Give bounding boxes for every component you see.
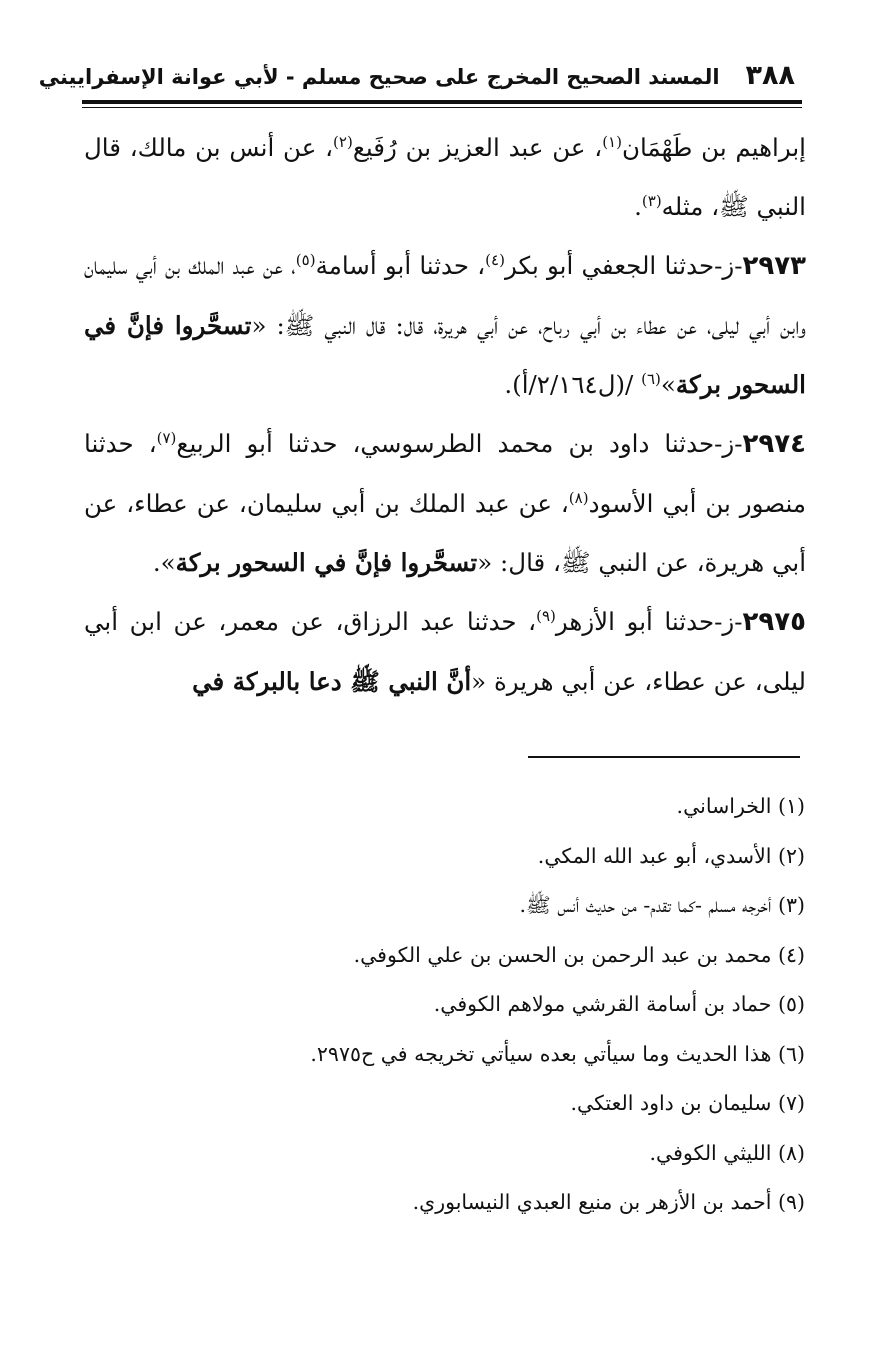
text-run: ، عن عبد الملك بن أبي سليمان وابن أبي ليلى، عن عطاء بن أبي رباح، عن أبي هريرة، قال: قال النبي ﷺ: «	[84, 251, 806, 340]
text-run: ».	[152, 548, 176, 577]
hadith-number: ٢٩٧٣	[742, 251, 806, 281]
hadith-quote: تسحَّروا فإنَّ في السحور بركة	[175, 548, 478, 577]
footnote-ref: (٥)	[295, 250, 316, 269]
footnote-ref: (٦)	[641, 369, 661, 388]
footnote: (٦) هذا الحديث وما سيأتي بعده سيأتي تخريجه في ح٢٩٧٥.	[310, 1041, 805, 1066]
hadith-paragraph	[84, 236, 806, 414]
text-run: إبراهيم بن طَهْمَان	[621, 133, 806, 162]
text-run: -ز-حدثنا داود بن محمد الطرسوسي، حدثنا أبو الربيع	[176, 429, 743, 458]
page-header	[38, 60, 795, 98]
footnote: (٨) الليثي الكوفي.	[649, 1140, 805, 1165]
hadith-number: ٢٩٧٥	[742, 607, 806, 637]
footnote-separator	[528, 756, 800, 758]
header-rule	[82, 100, 802, 104]
hadith-quote: أنَّ النبي ﷺ دعا بالبركة في	[192, 667, 472, 696]
footnote: (٩) أحمد بن الأزهر بن منيع العبدي النيسابوري.	[412, 1190, 805, 1214]
footnote-ref: (٣)	[641, 191, 662, 210]
text-run: ، عن عبد العزيز بن رُفَيع	[352, 133, 603, 162]
footnote-ref: (١)	[602, 132, 622, 151]
paragraph-continuation	[84, 118, 806, 236]
text-run: ، حدثنا عبد الرزاق، عن معمر، عن ابن أبي ليلى، عن عطاء، عن أبي هريرة «	[84, 607, 806, 696]
running-title: المسند الصحيح المخرج على صحيح مسلم - لأبي عوانة الإسفراييني	[38, 65, 720, 89]
footnote: (١) الخراساني.	[676, 794, 805, 818]
text-run: ، عن عبد الملك بن أبي سليمان، عن عطاء، عن أبي هريرة، عن النبي ﷺ، قال: «	[84, 489, 806, 577]
text-run: ، عن أنس بن مالك، قال النبي ﷺ، مثله	[84, 133, 806, 221]
footnote: (٤) محمد بن عبد الرحمن بن الحسن بن علي الكوفي.	[353, 942, 805, 967]
hadith-paragraph	[84, 592, 806, 711]
text-run: ، حدثنا أبو أسامة	[315, 251, 486, 280]
footnote-ref: (٤)	[485, 250, 505, 269]
text-run: ، حدثنا منصور بن أبي الأسود	[84, 429, 806, 518]
footnote-ref: (٩)	[536, 606, 556, 625]
hadith-paragraph	[84, 414, 806, 592]
footnote-ref: (٢)	[333, 132, 353, 151]
header-rule-thin	[82, 107, 802, 108]
text-run: »	[660, 370, 676, 399]
text-run: -ز-حدثنا أبو الأزهر	[555, 607, 743, 636]
main-text	[84, 118, 806, 711]
footnote: (٧) سليمان بن داود العتكي.	[570, 1091, 805, 1115]
hadith-number: ٢٩٧٤	[742, 429, 806, 459]
page-number: ٣٨٨	[745, 60, 795, 91]
footnote: (٢) الأسدي، أبو عبد الله المكي.	[537, 843, 805, 868]
footnote-ref: (٧)	[156, 428, 177, 447]
text-run: -ز-حدثنا الجعفي أبو بكر	[504, 251, 743, 280]
footnote-ref: (٨)	[568, 488, 589, 507]
footnotes-list	[85, 782, 805, 1228]
hadith-quote: تسحَّروا فإنَّ في السحور بركة	[84, 311, 806, 399]
footnote: (٣) أخرجه مسلم -كما تقدم- من حديث أنس ﷺ.	[519, 893, 805, 917]
footnote: (٥) حماد بن أسامة القرشي مولاهم الكوفي.	[433, 992, 805, 1016]
manuscript-ref: /(ل٢/١٦٤/أ).	[504, 370, 642, 399]
text-run: .	[634, 192, 642, 221]
